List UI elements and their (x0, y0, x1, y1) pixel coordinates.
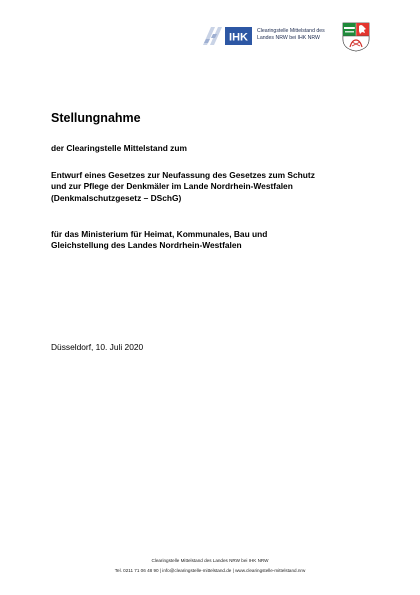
ihk-logo (201, 25, 252, 47)
document-title: Stellungnahme (51, 111, 141, 125)
recipient-line-2: Gleichstellung des Landes Nordrhein-Westfalen (51, 240, 242, 251)
footer-contact: Tel. 0211 71 06 48 90 | info@clearingstelle-mittelstand.de | www.clearingstelle-mittelstand.nrw (114, 568, 306, 573)
topic-line-3: (Denkmalschutzgesetz – DSchG) (51, 192, 182, 203)
clearingstelle-line-1: Clearingstelle Mittelstand des (257, 28, 325, 34)
topic-line-2: und zur Pflege der Denkmäler im Lande Nordrhein-Westfalen (51, 181, 293, 192)
document-topic (51, 170, 401, 204)
topic-line-1: Entwurf eines Gesetzes zur Neufassung des Gesetzes zum Schutz (51, 170, 315, 180)
document-subtitle: der Clearingstelle Mittelstand zum (51, 143, 187, 153)
clearingstelle-line-2: Landes NRW bei IHK NRW (257, 34, 320, 41)
recipient-line-1: für das Ministerium für Heimat, Kommunales, Bau und (51, 229, 268, 239)
ihk-logo-text: IHK (229, 31, 248, 44)
nrw-coat-of-arms-icon (342, 22, 370, 52)
clearingstelle-logo-text (257, 28, 325, 41)
footer-organization: Clearingstelle Mittelstand des Landes NRW bei IHK NRW (151, 558, 269, 563)
dateline: Düsseldorf, 10. Juli 2020 (51, 342, 144, 352)
document-recipient (51, 229, 381, 252)
